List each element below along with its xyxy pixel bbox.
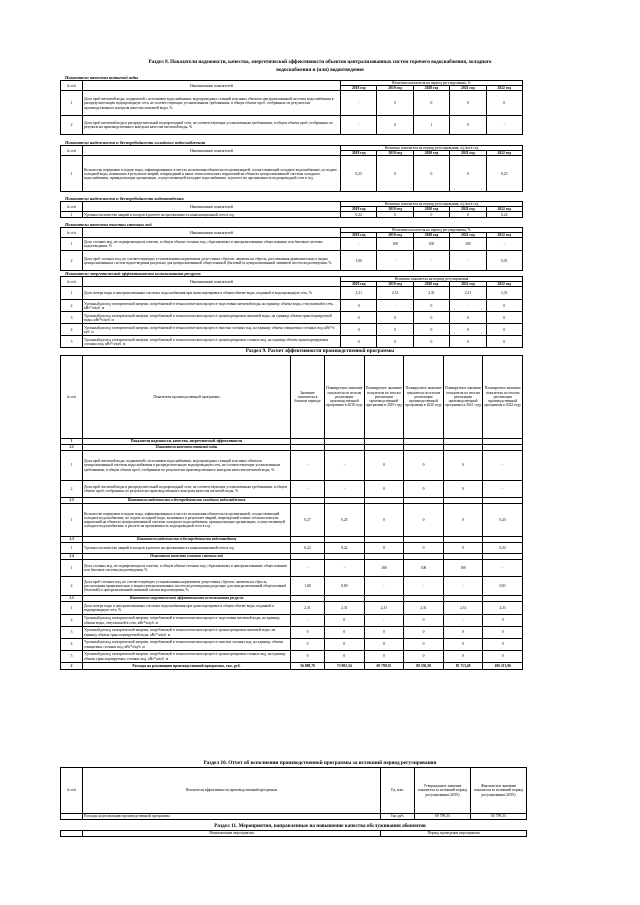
row-text: Удельный расход электрической энергии, потребляемой в технологическом процессе транспортировки питьевой воды, на единицу объема транспортируемой воды, кВт*ч/куб. м [83,312,341,324]
value-cell: - [325,560,365,577]
row-no: 1 [61,212,83,218]
value-cell: 0 [450,324,486,336]
r9-col-year: Планируемое значение показателя по итогам реализации производственной программы в 2019 году [364,356,404,439]
r11-col-name: Наименование мероприятия [83,831,381,837]
value-cell: 100 [404,560,444,577]
r9-col-year: Планируемое значение показателя по итогам реализации производственной программы в 2022 году [483,356,523,439]
value-cell: 1,00 [291,577,325,596]
value-cell: 2,31 [413,287,449,300]
value-cell: 0 [483,615,523,627]
row-text: Показатели надежности и бесперебойности холодного водоснабжения [83,498,291,504]
r10-table [60,767,527,820]
value-cell: - [443,577,483,596]
value-cell: - [486,238,522,251]
value-cell: 2,31 [291,602,325,615]
value-cell: 100 [443,560,483,577]
r11-col-period: Период проведения мероприятия [381,831,527,837]
row-no: 1.2 [61,498,83,504]
value-cell: 0 [404,627,444,639]
row-no: 1.1 [61,445,83,451]
value-cell: - [291,451,325,481]
col-no: № п/п [61,277,83,287]
row-no [61,814,83,820]
value-cell: 0 [341,312,377,324]
value-cell: - [413,251,449,271]
value-cell: 0 [364,543,404,554]
row-no: 1 [61,287,83,300]
value-cell: 0 [377,336,413,348]
value-cell: 0 [450,91,486,116]
row-text: Удельный расход электрической энергии, потребляемой в технологическом процессе подготовки питьевой воды, на единицу объема воды, отпускаемой в сеть, кВт*ч/куб. м [83,615,291,627]
s1-title: Показатели качества питьевой воды [65,75,139,80]
value-cell: 2,31 [325,602,365,615]
r10-col-fact: Фактическое значение показателя за истекший период регулирования (2019) [471,768,527,814]
row-no: 1.3 [61,537,83,543]
col-period: Величина показателя на период регулирования, % [341,81,523,86]
year-cell: 2021 год [450,86,486,91]
s5-table [60,276,523,348]
value-cell: 0 [325,651,365,663]
value-cell: 0 [404,481,444,498]
value-cell: 0 [404,451,444,481]
value-cell: 2,31 [404,602,444,615]
r9-table [60,355,523,670]
year-cell: 2018 год [341,86,377,91]
row-no: 1 [61,543,83,554]
row-no: 1 [61,238,83,251]
row-text: Удельное количество аварий и засоров в расчете на протяженность канализационной сети в год [83,212,341,218]
year-cell: 2020 год [413,86,449,91]
row-no: 2 [61,300,83,312]
value-cell: - [483,451,523,481]
r9-row [61,577,523,596]
col-no: № п/п [61,202,83,212]
year-cell: 2019 год [377,233,413,238]
row-text: Удельный расход электрической энергии, потребляемой в технологическом процессе транспортировки сточных вод, на единицу объема транспортируемых сточных вод, кВт*ч/куб. м [83,651,291,663]
value-cell: 2,31 [377,287,413,300]
row-text: Удельный расход электрической энергии, потребляемой в технологическом процессе очистки сточных вод, на единицу объема очищаемых сточных вод, кВт*ч/куб. м [83,324,341,336]
s3-table [60,201,523,218]
s1-table [60,80,523,135]
row-text: Показатели качества питьевой воды [83,445,291,451]
value-cell: 0 [404,651,444,663]
row-text: Доля сточных вод, не подвергающихся очистке, в общем объеме сточных вод, сбрасываемых в централизованные общесплавные или бытовые системы водоотведения, % [83,560,291,577]
row-no: 2 [61,663,83,670]
value-cell: 0 [404,615,444,627]
value-cell: 0 [450,312,486,324]
r9-col-year: Планируемое значение показателя по итогам реализации производственной программы в 2021 году [443,356,483,439]
value-cell: 100 [377,238,413,251]
plan-cell: 69 799,55 [415,814,471,820]
value-cell: 0,25 [341,156,377,192]
row-text: Расходы на реализацию производственной программы, тыс. руб. [83,663,291,670]
value-cell: 0,22 [486,212,522,218]
value-cell: 0 [486,312,522,324]
value-cell: 0 [443,651,483,663]
value-cell: 0 [443,543,483,554]
value-cell: 0 [413,156,449,192]
row-text: Удельный расход электрической энергии, потребляемой в технологическом процессе очистки сточных вод, на единицу объема очищаемых сточных вод, кВт*ч/куб. м [83,639,291,651]
value-cell: 0 [377,91,413,116]
value-cell: 2,31 [450,287,486,300]
row-text: Количество перерывов в подаче воды, зафиксированных в местах исполнения обязательств организацией, осуществляющей холодное водоснабжение, по подаче холодной воды, возникших в результате аварий, повреждений и иных технологических нарушений на объектах централизованной системы холодного водоснабжения, принадлежащих организации, осуществляющей холодное водоснабжение, в расчете на протяженность водопроводной сети в год [83,156,341,192]
value-cell: - [377,300,413,312]
row-text: Доля проб питьевой воды, подаваемой с источников водоснабжения, водопроводных станций или иных объектов централизованной системы водоснабжения в распределительную водопроводную сеть, не соответствующих установленным требованиям, в общем объеме проб, отобранных по результатам производственного контроля качества питьевой воды, % [83,91,341,116]
s3-title: Показатели надежности и бесперебойности водоотведения [65,196,184,201]
year-cell: 2022 год [486,207,522,212]
value-cell: - [450,251,486,271]
value-cell: 0 [291,627,325,639]
year-cell: 2018 год [341,282,377,287]
r9-col-base: Значение показателя в базовом периоде [291,356,325,439]
year-cell: 2019 год [377,151,413,156]
value-cell: - [325,481,365,498]
row-text: Доля проб сточных вод, не соответствующих установленным нормативам допустимых сбросов, лимитам на сбросы, рассчитанная применительно к видам централизованных систем водоотведения раздельно для централизованной общесплавной (бытовой) и централизованной ливневой систем водоотведения, % [83,577,291,596]
year-cell: 2020 год [413,151,449,156]
row-no: 1.4 [61,554,83,560]
value-cell: 0 [325,615,365,627]
value-cell: 0 [483,639,523,651]
value-cell: - [291,615,325,627]
r9-row [61,481,523,498]
row-no: 1 [61,439,83,445]
fact-cell: 65 799,55 [471,814,527,820]
col-no: № п/п [61,228,83,238]
value-cell: 100 [413,238,449,251]
value-cell: 0,25 [325,504,365,537]
s4-title: Показатели качества очистки сточных вод [65,222,152,227]
value-cell: - [483,481,523,498]
row-text: Удельное количество аварий и засоров в расчете на протяженность канализационной сети в год [83,543,291,554]
row-text: Доля проб питьевой воды в распределительной водопроводной сети, не соответствующих установленным требованиям, в общем объеме проб, отобранных по результатам производственного контроля качества питьевой воды, % [83,481,291,498]
row-text: Доля потерь воды в централизованных системах водоснабжения при транспортировке в общем объеме воды, поданной в водопроводную сеть, % [83,287,341,300]
value-cell: - [341,116,377,135]
row-no: 2 [61,116,83,135]
value-cell: 2,31 [364,602,404,615]
row-text: Удельный расход электрической энергии, потребляемой в технологическом процессе транспортировки сточных вод, на единицу объема транспортируемых сточных вод, кВт*ч/куб. м [83,336,341,348]
value-cell: 0 [483,627,523,639]
row-text: Удельный расход электрической энергии, потребляемой в технологическом процессе подготовки питьевой воды, на единицу объема воды, отпускаемой в сеть, кВт*ч/куб. м [83,300,341,312]
value-cell: 0 [413,212,449,218]
year-cell: 2022 год [486,282,522,287]
value-cell: 0 [404,543,444,554]
row-no: 1 [61,91,83,116]
r9-row [61,627,523,639]
year-cell: 2018 год [341,151,377,156]
value-cell: 0 [341,300,377,312]
row-no: 1 [61,504,83,537]
row-text: Доля потерь воды в централизованных системах водоснабжения при транспортировке в общем объеме воды, поданной в водопроводную сеть, % [83,602,291,615]
year-cell: 2020 год [413,207,449,212]
value-cell: 0,27 [291,504,325,537]
s4-table [60,227,523,271]
year-cell: 2021 год [450,207,486,212]
r10-col-no: № п/п [61,768,83,814]
row-text: Показатели надежности, качества, энергетической эффективности [83,439,291,445]
value-cell: 0 [450,156,486,192]
year-cell: 2019 год [377,207,413,212]
value-cell: 0 [443,627,483,639]
r10-col-unit: Ед. изм. [381,768,415,814]
col-period: Величина показателя на период регулирования, ед./км в год [341,202,523,207]
value-cell: 0 [413,336,449,348]
section-11-title: Раздел 11. Мероприятия, направленные на повышение качества обслуживания абонентов [214,823,426,829]
row-no: 1 [61,451,83,481]
section-9-title: Раздел 9. Расчет эффективности производственной программы [245,348,395,354]
year-cell: 2020 год [413,233,449,238]
value-cell: 0 [325,639,365,651]
value-cell: - [291,560,325,577]
col-period: Величина показателя на период регулирования [341,277,523,282]
s5-title: Показатели энергетической эффективности использования ресурсов [65,271,201,276]
year-cell: 2022 год [486,151,522,156]
s2-table [60,145,523,192]
value-cell: 100 213,96 [483,663,523,670]
r9-row [61,504,523,537]
year-cell: 2018 год [341,207,377,212]
r9-row [61,639,523,651]
row-text: Доля проб сточных вод, не соответствующих установленным нормативам допустимых сбросов, лимитам на сбросы, рассчитанная применительно к видам централизованных систем водоотведения раздельно для централизованной общесплавной (бытовой) и централизованной ливневой систем водоотведения, % [83,251,341,271]
col-no: № п/п [61,146,83,156]
value-cell: 2,31 [341,287,377,300]
value-cell: 0,22 [291,543,325,554]
row-no: 1 [61,156,83,192]
value-cell: 0 [486,324,522,336]
r11-table [60,830,527,837]
r9-col-no: № п/п [61,356,83,439]
value-cell: 100 [364,560,404,577]
value-cell: - [325,451,365,481]
r10-col-name: Показатели эффективности производственной программы [83,768,381,814]
value-cell: 0 [443,504,483,537]
value-cell: 0 [486,91,522,116]
value-cell: 56 098,79 [291,663,325,670]
value-cell: 0 [413,312,449,324]
value-cell: 0,25 [483,504,523,537]
value-cell: 0 [443,639,483,651]
r9-row [61,602,523,615]
value-cell: 85 713,49 [443,663,483,670]
row-text: Расходы на реализацию производственной программы [83,814,381,820]
unit-cell: Тыс.руб. [381,814,415,820]
value-cell: 0 [364,639,404,651]
value-cell: 0 [413,300,449,312]
value-cell: - [364,577,404,596]
section-10-title: Раздел 10. Отчет об исполнении производственной программы за истекший период регулирования [203,760,437,766]
col-period: Величина показателя на период регулирования, ед./км в год [341,146,523,151]
value-cell: 0 [377,212,413,218]
value-cell: 0,01 [483,577,523,596]
col-period: Величина показателя на период регулирования, % [341,228,523,233]
col-name: Наименование показателей [83,146,341,156]
row-no: 4 [61,639,83,651]
value-cell: - [291,481,325,498]
value-cell: 69 799,55 [364,663,404,670]
value-cell: - [450,300,486,312]
value-cell: 0 [486,336,522,348]
year-cell: 2018 год [341,233,377,238]
section-8-heading-line2: водоснабжения и (или) водоотведения [276,67,364,73]
value-cell: 2,31 [483,602,523,615]
row-text: Количество перерывов в подаче воды, зафиксированных в местах исполнения обязательств организацией, осуществляющей холодное водоснабжение, по подаче холодной воды, возникших в результате аварий, повреждений и иных технологических нарушений на объектах централизованной системы холодного водоснабжения, принадлежащих организации, осуществляющей холодное водоснабжение, в расчете на протяженность водопроводной сети в год [83,504,291,537]
year-cell: 2020 год [413,282,449,287]
value-cell: 0,22 [325,543,365,554]
value-cell: 0,22 [483,543,523,554]
value-cell: 0,25 [486,156,522,192]
value-cell: 0 [450,212,486,218]
row-text: Доля проб питьевой воды, подаваемой с источников водоснабжения, водопроводных станций или иных объектов централизованной системы водоснабжения в распределительную водопроводную сеть, не соответствующих установленным требованиям, в общем объеме проб, отобранных по результатам производственного контроля качества питьевой воды, % [83,451,291,481]
value-cell: - [486,116,522,135]
value-cell: 80 330,38 [404,663,444,670]
value-cell: 0 [291,639,325,651]
r9-col-year: Планируемое значение показателя по итогам реализации производственной программы в 2018 году [325,356,365,439]
value-cell: 0 [443,481,483,498]
r9-row [61,663,523,670]
value-cell: 2,31 [443,602,483,615]
year-cell: 2019 год [377,86,413,91]
row-text: Удельный расход электрической энергии, потребляемой в технологическом процессе транспортировки питьевой воды, на единицу объема транспортируемой воды, кВт*ч/куб. м [83,627,291,639]
value-cell: 0 [364,651,404,663]
year-cell: 2021 год [450,282,486,287]
value-cell: 0 [404,639,444,651]
value-cell: - [377,251,413,271]
value-cell: 0 [486,300,522,312]
section-8-heading-line1: Раздел 8. Показатели надежности, качества, энергетической эффективности объектов централизованных систем горячего водоснабжения, холодного [148,59,492,65]
value-cell: - [341,91,377,116]
value-cell: 0 [341,336,377,348]
col-no: № п/п [61,81,83,91]
value-cell: 0 [364,451,404,481]
r9-col-year: Планируемое значение показателя по итогам реализации производственной программы в 2020 году [404,356,444,439]
row-no: 2 [61,577,83,596]
year-cell: 2021 год [450,151,486,156]
value-cell: 73 903,34 [325,663,365,670]
row-text: Показатели надежности и бесперебойности водоотведения [83,537,291,543]
col-name: Наименование показателей [83,277,341,287]
r9-row [61,615,523,627]
year-cell: 2022 год [486,86,522,91]
value-cell: 100 [450,238,486,251]
r9-row [61,543,523,554]
col-name: Наименование показателей [83,81,341,91]
year-cell: 2022 год [486,233,522,238]
row-no: 1 [61,602,83,615]
value-cell: - [404,577,444,596]
value-cell: 0,01 [486,251,522,271]
year-cell: 2021 год [450,233,486,238]
row-no: 3 [61,627,83,639]
value-cell: 0 [483,651,523,663]
value-cell: 0 [443,451,483,481]
value-cell: 0 [377,156,413,192]
value-cell: 0 [364,481,404,498]
value-cell: - [443,615,483,627]
value-cell: 0 [341,324,377,336]
row-text: Показатели качества очистки сточных вод [83,554,291,560]
value-cell: - [483,560,523,577]
value-cell: 2,31 [486,287,522,300]
value-cell: 0 [450,336,486,348]
row-no: 1 [61,560,83,577]
r9-row [61,451,523,481]
row-no: 5 [61,651,83,663]
col-name: Наименование показателей [83,228,341,238]
row-no: 1.5 [61,596,83,602]
value-cell: 0 [404,504,444,537]
value-cell: 0 [364,627,404,639]
value-cell: - [364,615,404,627]
row-no: 4 [61,324,83,336]
col-name: Наименование показателей [83,202,341,212]
value-cell: 0 [377,324,413,336]
value-cell: 0 [377,116,413,135]
value-cell: 0 [291,651,325,663]
row-text: Доля сточных вод, не подвергающихся очистке, в общем объеме сточных вод, сбрасываемых в централизованные общесплавные или бытовые системы водоотведения, % [83,238,341,251]
row-no: 5 [61,336,83,348]
row-no: 2 [61,615,83,627]
value-cell: 0 [450,116,486,135]
r10-col-plan: Утвержденное значение показателя за истекший период регулирования (2019) [415,768,471,814]
row-no: 3 [61,312,83,324]
r9-row [61,651,523,663]
row-text: Показатели энергетической эффективности использования ресурсов [83,596,291,602]
value-cell: 1 [413,116,449,135]
value-cell: 0,00 [325,577,365,596]
value-cell: 0 [413,324,449,336]
value-cell: 0 [364,504,404,537]
row-no: 2 [61,481,83,498]
value-cell: - [341,238,377,251]
s2-title: Показатели надежности и бесперебойности холодного водоснабжения [65,140,206,145]
value-cell: 0,22 [341,212,377,218]
value-cell: 1,00 [341,251,377,271]
value-cell: 0 [377,312,413,324]
row-no: 2 [61,251,83,271]
row-text: Доля проб питьевой воды в распределительной водопроводной сети, не соответствующих установленным требованиям, в общем объеме проб, отобранных по результатам производственного контроля качества питьевой воды, % [83,116,341,135]
value-cell: 0 [325,627,365,639]
r9-row [61,560,523,577]
year-cell: 2019 год [377,282,413,287]
r11-col-no [61,831,83,837]
r9-col-name: Показатели производственной программы [83,356,291,439]
value-cell: 0 [413,91,449,116]
